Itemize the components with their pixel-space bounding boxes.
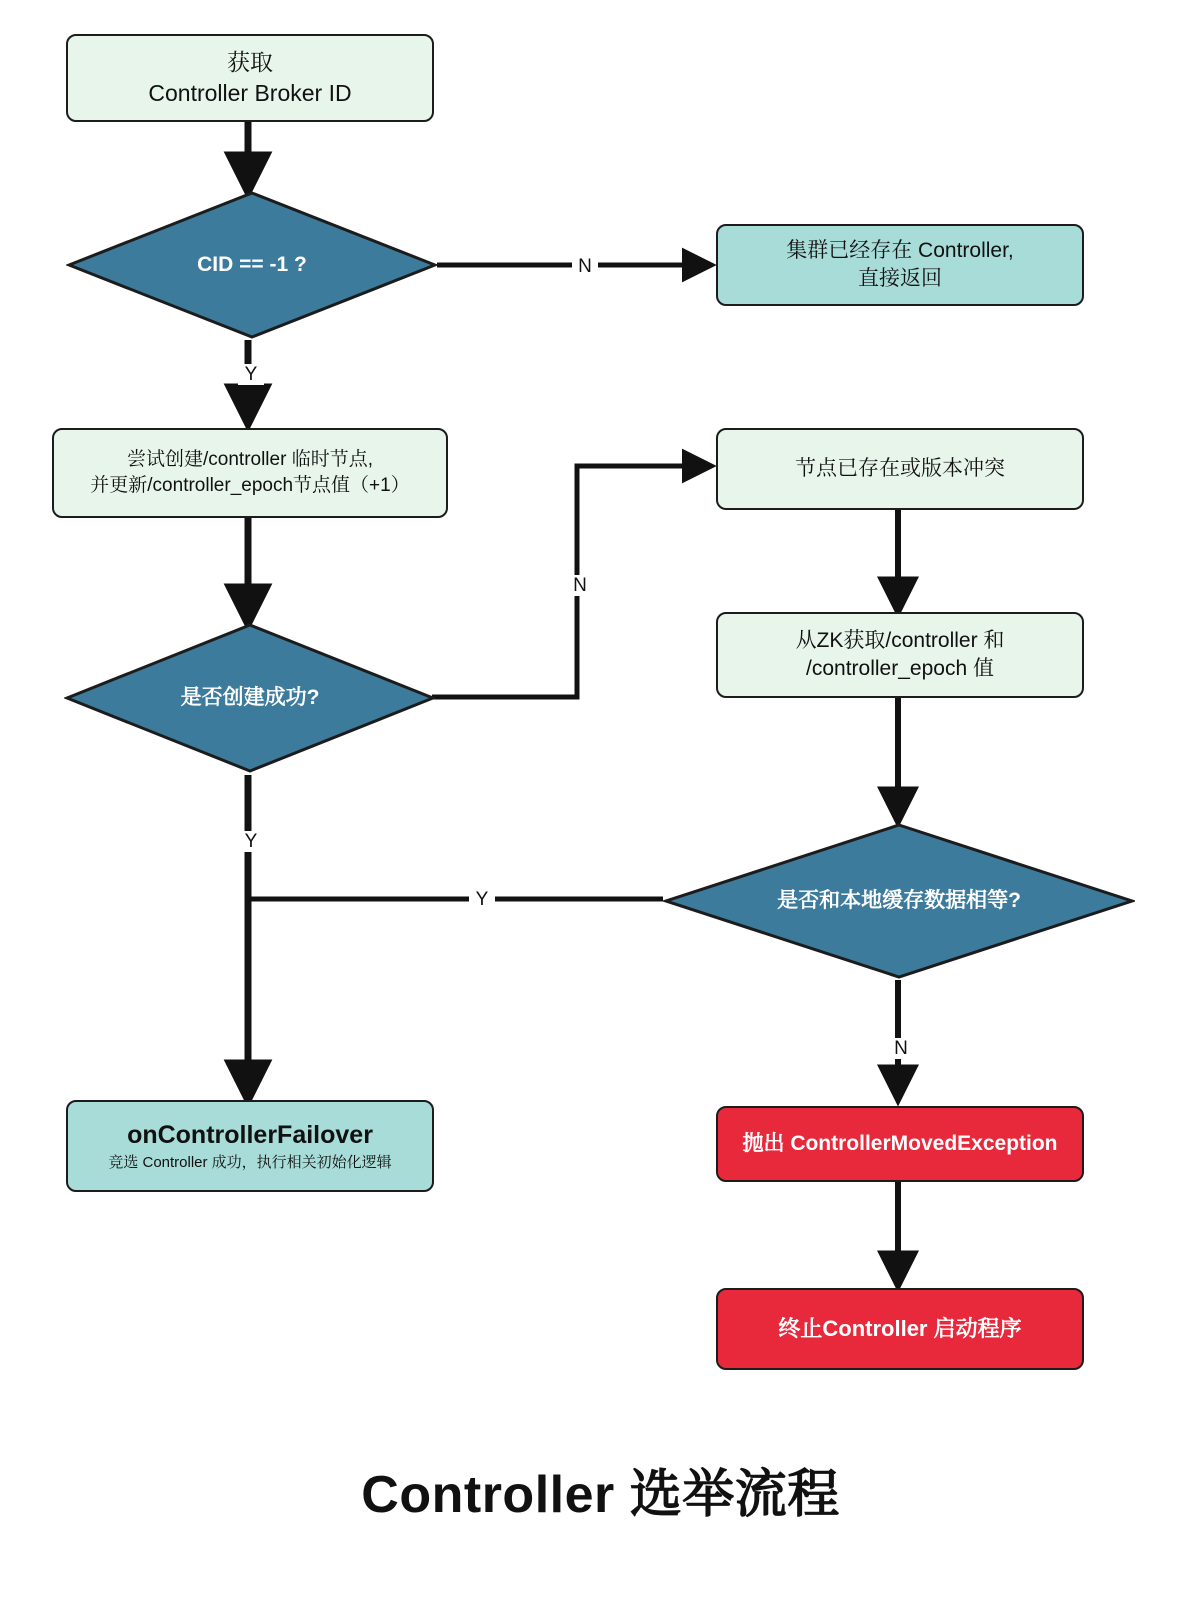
node-label-line2: 竞选 Controller 成功，执行相关初始化逻辑 bbox=[108, 1153, 392, 1171]
node-on-controller-failover bbox=[66, 1100, 434, 1192]
edge-label-create-yes: Y bbox=[238, 831, 264, 852]
node-label-line1: 获取 bbox=[227, 48, 273, 75]
node-label-line2: /controller_epoch 值 bbox=[806, 657, 994, 680]
node-create-znode bbox=[52, 428, 448, 518]
edge-label-cid-yes: Y bbox=[238, 364, 264, 385]
edge-label-cid-no: N bbox=[572, 256, 598, 277]
node-label: CID == -1 ? bbox=[197, 253, 307, 277]
edge-label-equals-no: N bbox=[888, 1038, 914, 1059]
node-cid-check bbox=[66, 190, 438, 340]
node-label-line1: 尝试创建/controller 临时节点, bbox=[127, 449, 373, 471]
node-label-line2: Controller Broker ID bbox=[148, 80, 352, 106]
node-label-line1: onControllerFailover bbox=[127, 1121, 373, 1149]
edge-label-create-no: N bbox=[567, 575, 593, 596]
node-controller-exists bbox=[716, 224, 1084, 306]
node-terminate-startup bbox=[716, 1288, 1084, 1370]
node-label-line1: 集群已经存在 Controller, bbox=[786, 238, 1014, 262]
node-get-broker-id bbox=[66, 34, 434, 122]
node-label-line2: 并更新/controller_epoch节点值（+1） bbox=[90, 475, 410, 496]
node-read-from-zk bbox=[716, 612, 1084, 698]
node-label: 是否创建成功? bbox=[180, 686, 320, 710]
node-label-line2: 直接返回 bbox=[858, 267, 942, 290]
node-label-line1: 节点已存在或版本冲突 bbox=[795, 456, 1005, 480]
node-label-line1: 从ZK获取/controller 和 bbox=[795, 628, 1005, 652]
node-label-line1: 终止Controller 启动程序 bbox=[778, 1316, 1022, 1342]
node-label: 是否和本地缓存数据相等? bbox=[777, 889, 1021, 913]
node-create-success bbox=[64, 622, 436, 774]
node-throw-exception bbox=[716, 1106, 1084, 1182]
node-equals-local-cache bbox=[663, 822, 1135, 980]
node-node-exists-conflict bbox=[716, 428, 1084, 510]
edge-label-equals-yes: Y bbox=[469, 889, 495, 910]
node-label-line1: 抛出 ControllerMovedException bbox=[742, 1131, 1058, 1155]
diagram-title: Controller 选举流程 bbox=[361, 1466, 840, 1524]
